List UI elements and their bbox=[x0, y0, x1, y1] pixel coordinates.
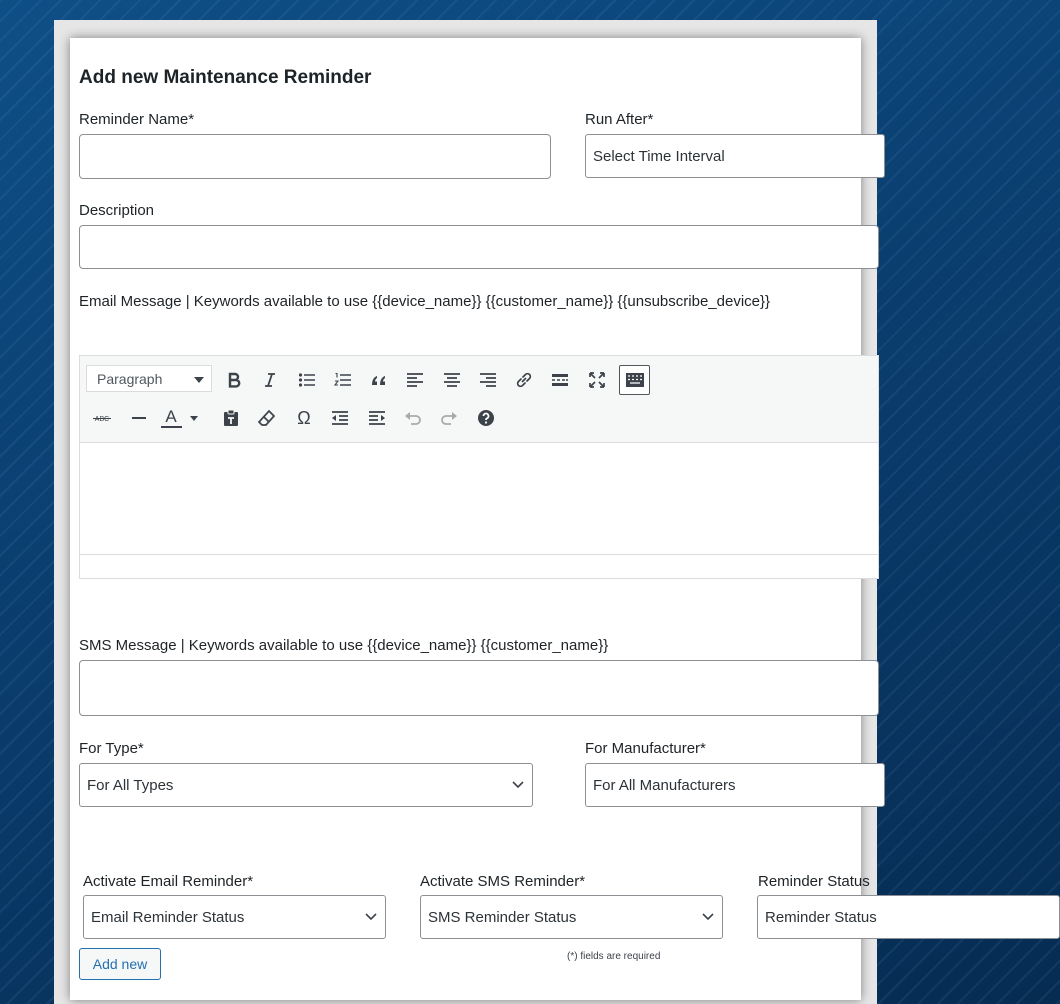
email-message-label: Email Message | Keywords available to use {{device_name}} {{customer_name}} {{unsubscribe_device}} bbox=[79, 293, 771, 310]
editor-statusbar bbox=[80, 554, 878, 578]
outdent-icon[interactable] bbox=[326, 404, 354, 432]
chevron-down-icon bbox=[702, 913, 714, 921]
format-select[interactable] bbox=[86, 365, 212, 392]
special-character-glyph: Ω bbox=[297, 408, 311, 428]
italic-icon[interactable] bbox=[256, 366, 284, 394]
help-icon[interactable] bbox=[472, 404, 500, 432]
email-reminder-status-selected: Email Reminder Status bbox=[91, 908, 245, 926]
sms-reminder-status-select[interactable] bbox=[420, 895, 723, 939]
add-new-button[interactable]: Add new bbox=[79, 948, 161, 980]
clear-formatting-icon[interactable] bbox=[253, 404, 281, 432]
activate-sms-label: Activate SMS Reminder* bbox=[420, 873, 586, 890]
reminder-status-select[interactable] bbox=[757, 895, 1060, 939]
indent-icon[interactable] bbox=[363, 404, 391, 432]
for-manufacturer-selected: For All Manufacturers bbox=[593, 776, 736, 794]
sms-message-input[interactable] bbox=[79, 660, 879, 716]
align-center-icon[interactable] bbox=[438, 366, 466, 394]
bulleted-list-icon[interactable] bbox=[293, 366, 321, 394]
for-type-selected: For All Types bbox=[87, 776, 174, 794]
run-after-label: Run After* bbox=[585, 111, 654, 128]
add-reminder-modal bbox=[70, 38, 877, 1000]
fullscreen-icon[interactable] bbox=[583, 366, 611, 394]
caret-down-icon bbox=[194, 377, 204, 383]
chevron-down-icon bbox=[365, 913, 377, 921]
read-more-icon[interactable] bbox=[546, 366, 574, 394]
editor-content-area[interactable] bbox=[80, 443, 878, 555]
align-left-icon[interactable] bbox=[401, 366, 429, 394]
insert-link-icon[interactable] bbox=[510, 366, 538, 394]
for-manufacturer-label: For Manufacturer* bbox=[585, 740, 706, 757]
blockquote-icon[interactable] bbox=[365, 366, 393, 394]
page-title: Add new Maintenance Reminder bbox=[79, 67, 372, 88]
reminder-status-label: Reminder Status bbox=[758, 873, 870, 890]
description-label: Description bbox=[79, 202, 155, 219]
horizontal-line-icon[interactable] bbox=[125, 404, 153, 432]
for-manufacturer-select[interactable] bbox=[585, 763, 885, 807]
redo-icon[interactable] bbox=[435, 404, 463, 432]
reminder-name-input[interactable] bbox=[79, 134, 551, 179]
sms-message-label: SMS Message | Keywords available to use {{device_name}} {{customer_name}} bbox=[79, 637, 609, 654]
sms-reminder-status-selected: SMS Reminder Status bbox=[428, 908, 577, 926]
description-input[interactable] bbox=[79, 225, 879, 269]
for-type-label: For Type* bbox=[79, 740, 144, 757]
email-reminder-status-select[interactable] bbox=[83, 895, 386, 939]
run-after-select[interactable] bbox=[585, 134, 885, 178]
toolbar-toggle-icon[interactable] bbox=[619, 365, 650, 395]
special-character-icon[interactable] bbox=[290, 404, 318, 432]
for-type-select[interactable] bbox=[79, 763, 533, 807]
editor-toolbar bbox=[80, 356, 878, 443]
undo-icon[interactable] bbox=[399, 404, 427, 432]
email-message-editor bbox=[79, 355, 879, 579]
chevron-down-icon bbox=[512, 781, 524, 789]
numbered-list-icon[interactable] bbox=[329, 366, 357, 394]
required-fields-note: (*) fields are required bbox=[567, 951, 661, 962]
activate-email-label: Activate Email Reminder* bbox=[83, 873, 254, 890]
strikethrough-glyph: ABC bbox=[94, 416, 110, 423]
text-color-icon[interactable] bbox=[160, 404, 206, 432]
run-after-selected: Select Time Interval bbox=[593, 147, 725, 165]
bold-icon[interactable] bbox=[220, 366, 248, 394]
reminder-name-label: Reminder Name* bbox=[79, 111, 195, 128]
text-color-glyph: A bbox=[165, 407, 177, 426]
format-select-value: Paragraph bbox=[97, 370, 163, 387]
reminder-status-selected: Reminder Status bbox=[765, 908, 877, 926]
paste-as-text-icon[interactable] bbox=[217, 404, 245, 432]
strikethrough-icon[interactable] bbox=[88, 404, 116, 432]
align-right-icon[interactable] bbox=[474, 366, 502, 394]
